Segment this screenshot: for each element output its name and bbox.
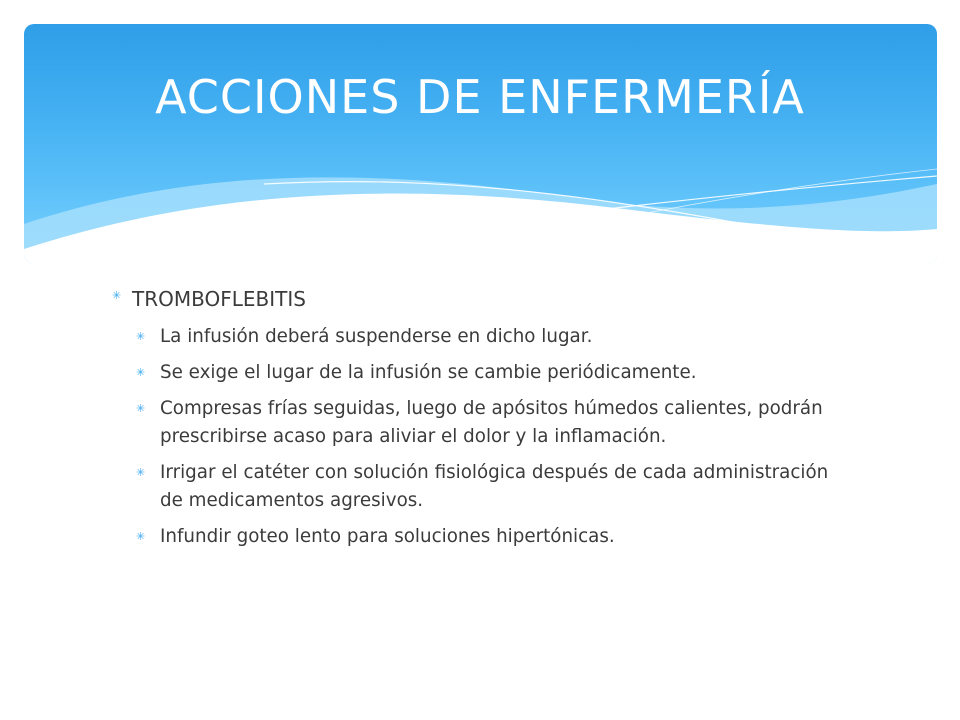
wave-decoration: [24, 24, 937, 264]
heading-bullet-text: TROMBOFLEBITIS: [132, 287, 306, 311]
asterisk-icon: ✳: [136, 402, 146, 415]
asterisk-icon: ✳: [136, 330, 146, 343]
bullet-text: La infusión deberá suspenderse en dicho lugar.: [160, 326, 593, 347]
bullet-list: [112, 284, 852, 559]
asterisk-icon: ✳: [112, 289, 122, 302]
bullet-text: Se exige el lugar de la infusión se cambie periódicamente.: [160, 362, 697, 383]
asterisk-icon: ✳: [136, 466, 146, 479]
list-item: [136, 459, 852, 515]
list-item: [136, 523, 852, 551]
asterisk-icon: ✳: [136, 366, 146, 379]
bullet-text: Irrigar el catéter con solución fisiológica después de cada administración de medicamentos agresivos.: [160, 462, 829, 511]
list-item: [136, 323, 852, 351]
title-banner: [24, 24, 937, 264]
slide-title: ACCIONES DE ENFERMERÍA: [155, 70, 805, 124]
list-item: [112, 284, 852, 314]
list-item: [136, 395, 852, 451]
bullet-text: Compresas frías seguidas, luego de apósitos húmedos calientes, podrán prescribirse acaso para aliviar el dolor y la inflamación.: [160, 398, 823, 447]
asterisk-icon: ✳: [136, 530, 146, 543]
list-item: [136, 359, 852, 387]
sub-bullet-list: [136, 323, 852, 551]
bullet-text: Infundir goteo lento para soluciones hipertónicas.: [160, 526, 615, 547]
